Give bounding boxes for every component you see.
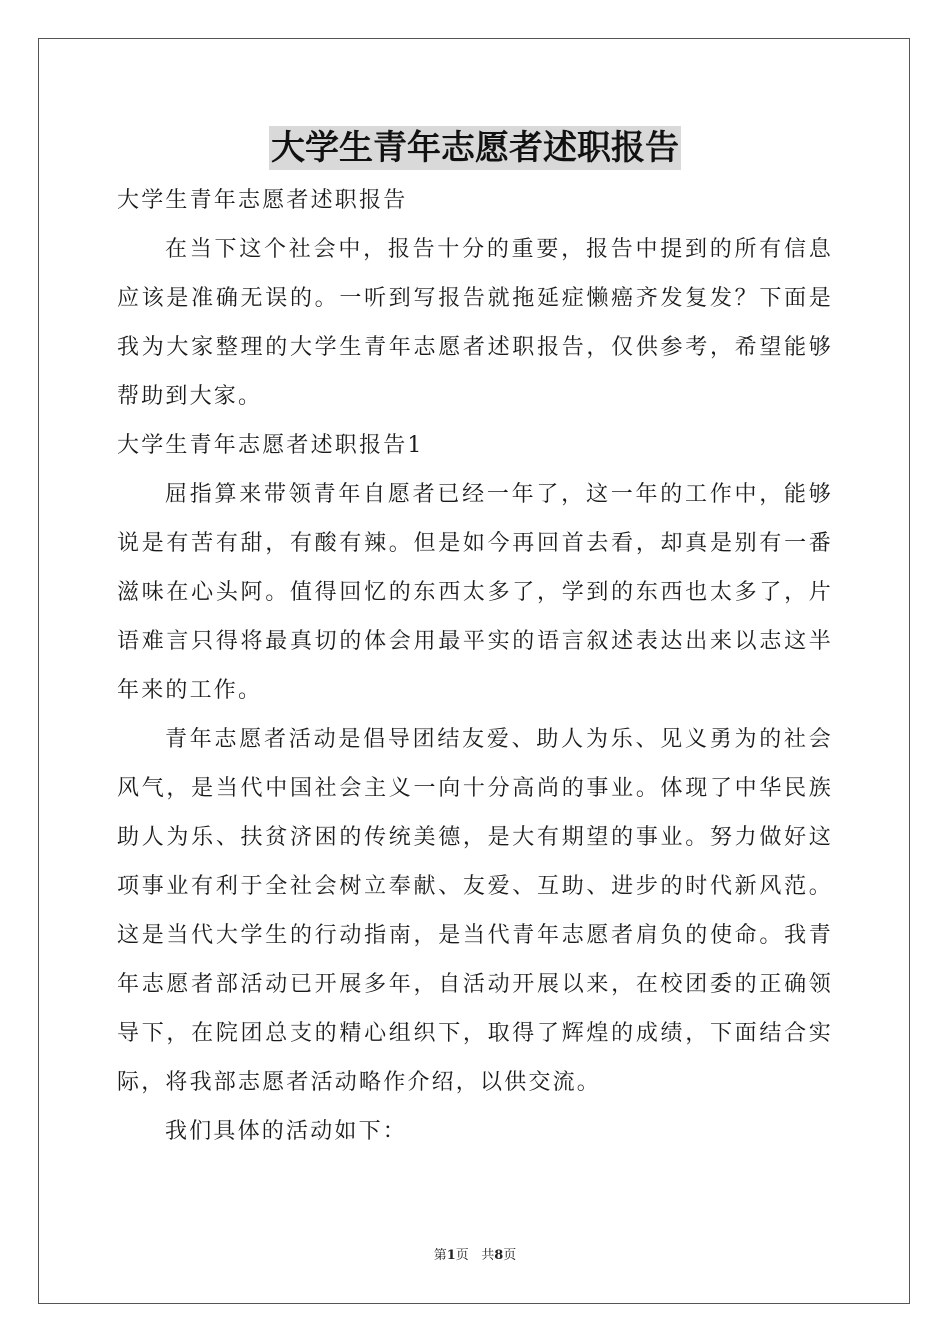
intro-paragraph: 在当下这个社会中，报告十分的重要，报告中提到的所有信息应该是准确无误的。一听到写报告就拖延症懒癌齐发复发？下面是我为大家整理的大学生青年志愿者述职报告，仅供参考，希望能够帮助到大家。	[117, 237, 833, 409]
page-total-suffix: 页	[503, 1248, 517, 1263]
document-title: 大学生青年志愿者述职报告	[271, 128, 679, 168]
page-number-suffix: 页	[455, 1248, 469, 1263]
document-subtitle: 大学生青年志愿者述职报告	[117, 188, 408, 213]
page-total-prefix: 共	[481, 1248, 495, 1263]
page-number-current: 1	[446, 1248, 456, 1263]
section-heading: 大学生青年志愿者述职报告1	[117, 433, 424, 458]
body-paragraph: 青年志愿者活动是倡导团结友爱、助人为乐、见义勇为的社会风气，是当代中国社会主义一向十分高尚的事业。体现了中华民族助人为乐、扶贫济困的传统美德，是大有期望的事业。努力做好这项事业有利于全社会树立奉献、友爱、互助、进步的时代新风范。这是当代大学生的行动指南，是当代青年志愿者肩负的使命。我青年志愿者部活动已开展多年，自活动开展以来，在校团委的正确领导下，在院团总支的精心组织下，取得了辉煌的成绩，下面结合实际，将我部志愿者活动略作介绍，以供交流。	[117, 727, 833, 1095]
body-paragraph: 屈指算来带领青年自愿者已经一年了，这一年的工作中，能够说是有苦有甜，有酸有辣。但是如今再回首去看，却真是别有一番滋味在心头阿。值得回忆的东西太多了，学到的东西也太多了，片语难言只得将最真切的体会用最平实的语言叙述表达出来以志这半年来的工作。	[117, 482, 833, 703]
page-total-count: 8	[494, 1248, 504, 1263]
body-paragraph: 我们具体的活动如下：	[165, 1119, 408, 1144]
title-container	[0, 126, 950, 170]
page-number-prefix: 第	[433, 1248, 447, 1263]
document-body	[117, 176, 833, 1156]
page-footer	[0, 1244, 950, 1263]
